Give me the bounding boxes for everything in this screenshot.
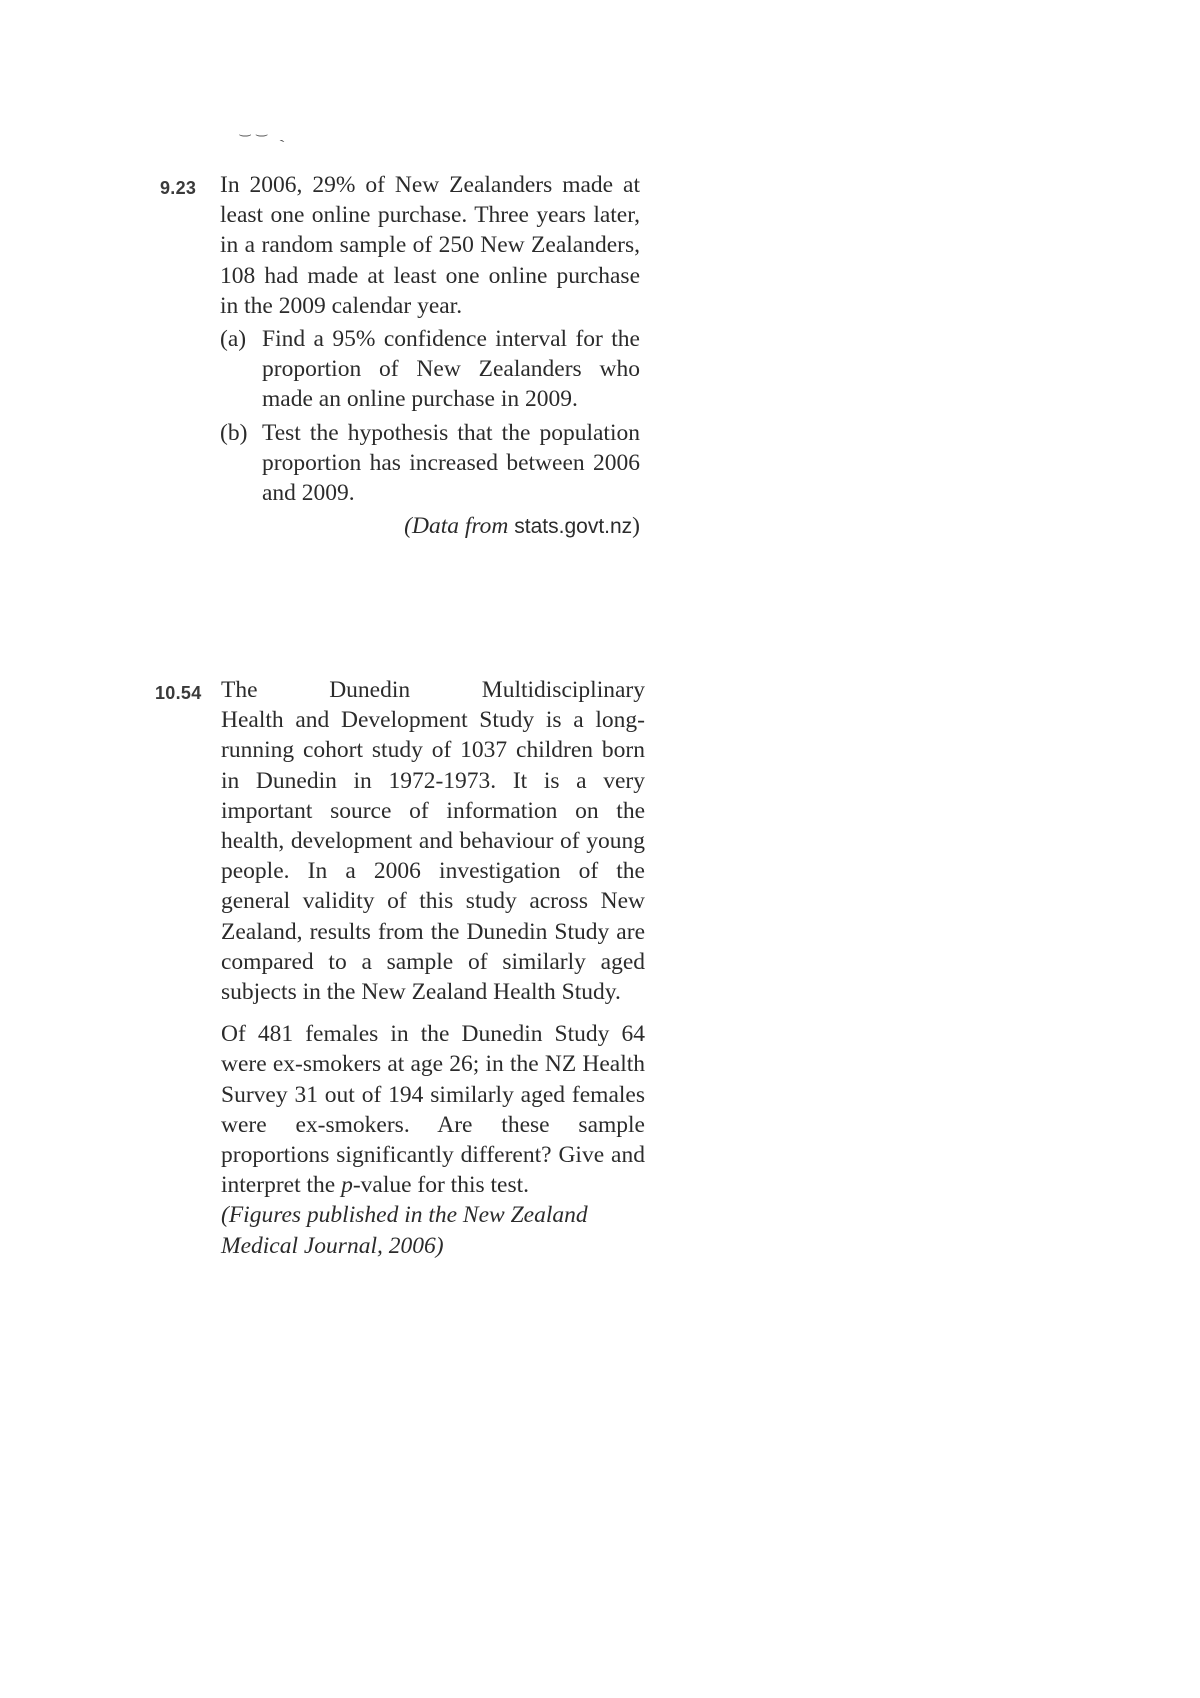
first-line xyxy=(221,675,645,705)
exercise-10-54 xyxy=(155,675,645,1261)
paragraph-2 xyxy=(221,1019,645,1200)
exercise-part-a xyxy=(220,324,640,415)
cropped-text-fragment: ⌣⌣ ˏ xyxy=(238,127,288,143)
exercise-9-23 xyxy=(160,170,640,542)
first-line-word: Dunedin xyxy=(329,677,411,703)
figures-source: (Figures published in the New Zealand Medical Journal, 2006) xyxy=(221,1202,588,1259)
paragraph-2-end: -value for this test. xyxy=(352,1172,530,1199)
source-suffix: ) xyxy=(632,513,640,540)
paragraph-1: Health and Development Study is a long-running cohort study of 1037 children born in Dunedin in 1972-1973. It is a very important source of information on the health, development and behaviour of young people. In a 2006 investigation of the general validity of this study across New Zealand, results from the Dunedin Study are compared to a sample of similarly aged subjects in the New Zealand Health Study. xyxy=(221,707,645,1006)
source-site: stats.govt.nz xyxy=(514,515,633,539)
exercise-number: 9.23 xyxy=(160,178,197,198)
part-text: Find a 95% confidence interval for the proportion of New Zealanders who made an online purchase in 2009. xyxy=(262,326,640,413)
exercise-body xyxy=(221,675,645,1261)
exercise-body xyxy=(220,170,640,542)
part-label: (a) xyxy=(220,326,247,353)
paragraph-2-text: Of 481 females in the Dunedin Study 64 were ex-smokers at age 26; in the NZ Health Survey 31 out of 194 similarly aged females were ex-smokers. Are these sample proportions significantly different? Give and interpret the xyxy=(221,1021,645,1199)
exercise-part-b xyxy=(220,418,640,509)
first-line-word: The xyxy=(221,677,258,703)
source-prefix: (Data from xyxy=(404,513,515,540)
part-label: (b) xyxy=(220,419,248,446)
first-line-word: Multidisciplinary xyxy=(481,677,645,703)
exercise-number: 10.54 xyxy=(155,683,202,703)
exercise-intro: In 2006, 29% of New Zealanders made at least one online purchase. Three years later, in a random sample of 250 New Zealanders, 108 had made at least one online purchase in the 2009 calendar year. xyxy=(220,172,640,319)
data-source xyxy=(220,511,640,542)
p-variable: p xyxy=(341,1172,353,1199)
part-text: Test the hypothesis that the population proportion has increased between 2006 and 2009. xyxy=(262,419,640,507)
